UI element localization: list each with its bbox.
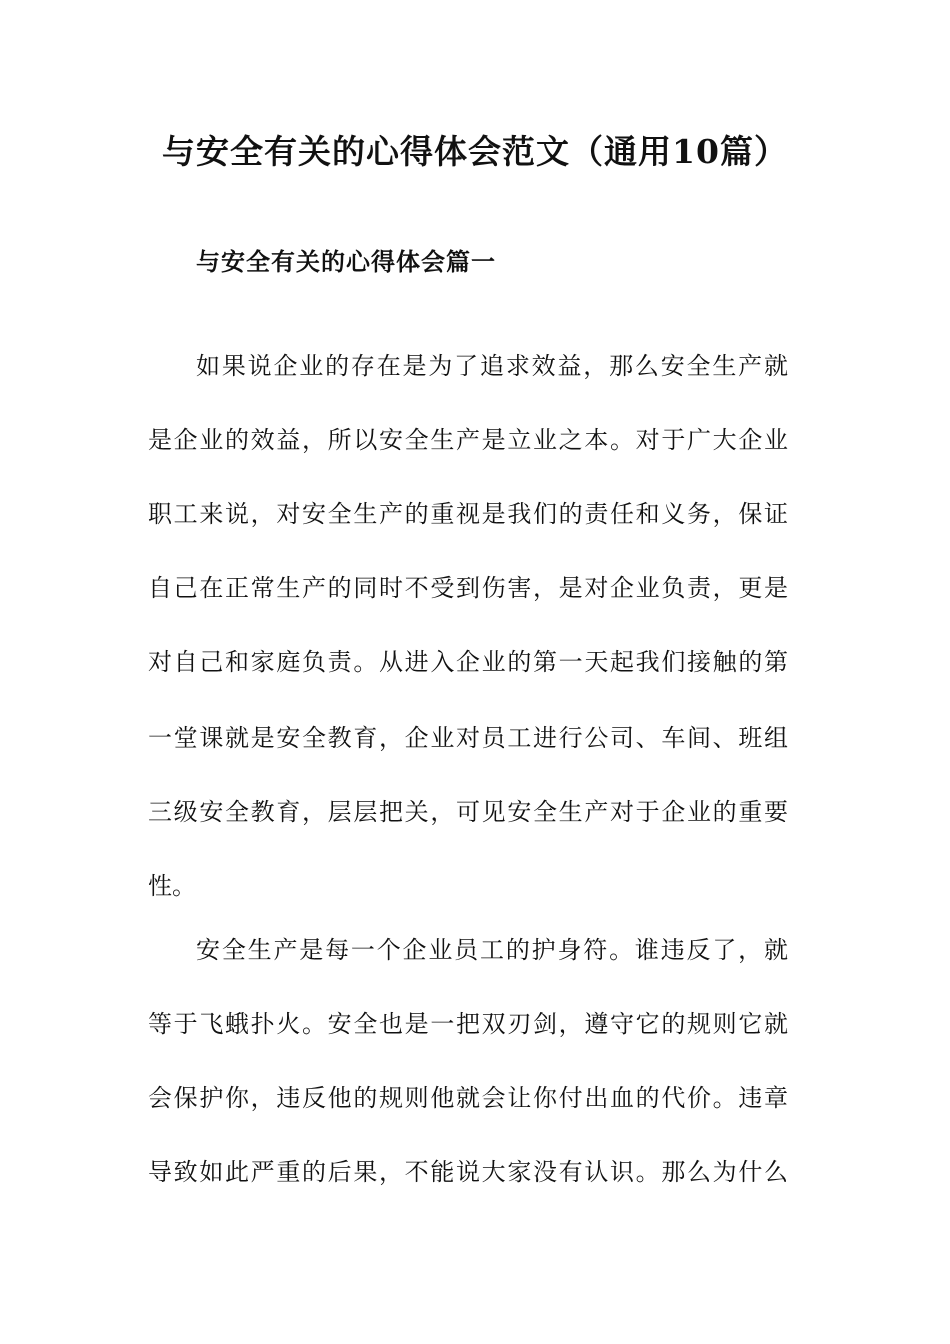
paragraph-2-line-4: 导致如此严重的后果，不能说大家没有认识。那么为什么 [148,1158,788,1186]
paragraph-1-line-3: 职工来说，对安全生产的重视是我们的责任和义务，保证 [148,500,788,528]
paragraph-1-line-8: 性。 [148,872,196,900]
paragraph-2-line-3: 会保护你，违反他的规则他就会让你付出血的代价。违章 [148,1084,788,1112]
document-title: 与安全有关的心得体会范文（通用10篇） [162,132,788,171]
paragraph-1-line-7: 三级安全教育，层层把关，可见安全生产对于企业的重要 [148,798,788,826]
paragraph-1-line-1: 如果说企业的存在是为了追求效益，那么安全生产就 [196,352,788,380]
paragraph-2-line-2: 等于飞蛾扑火。安全也是一把双刃剑，遵守它的规则它就 [148,1010,788,1038]
paragraph-2-line-1: 安全生产是每一个企业员工的护身符。谁违反了，就 [196,936,788,964]
paragraph-1-line-2: 是企业的效益，所以安全生产是立业之本。对于广大企业 [148,426,788,454]
section-heading: 与安全有关的心得体会篇一 [196,247,496,276]
paragraph-1-line-4: 自己在正常生产的同时不受到伤害，是对企业负责，更是 [148,574,788,602]
paragraph-1-line-5: 对自己和家庭负责。从进入企业的第一天起我们接触的第 [148,648,788,676]
paragraph-1-line-6: 一堂课就是安全教育，企业对员工进行公司、车间、班组 [148,724,788,752]
